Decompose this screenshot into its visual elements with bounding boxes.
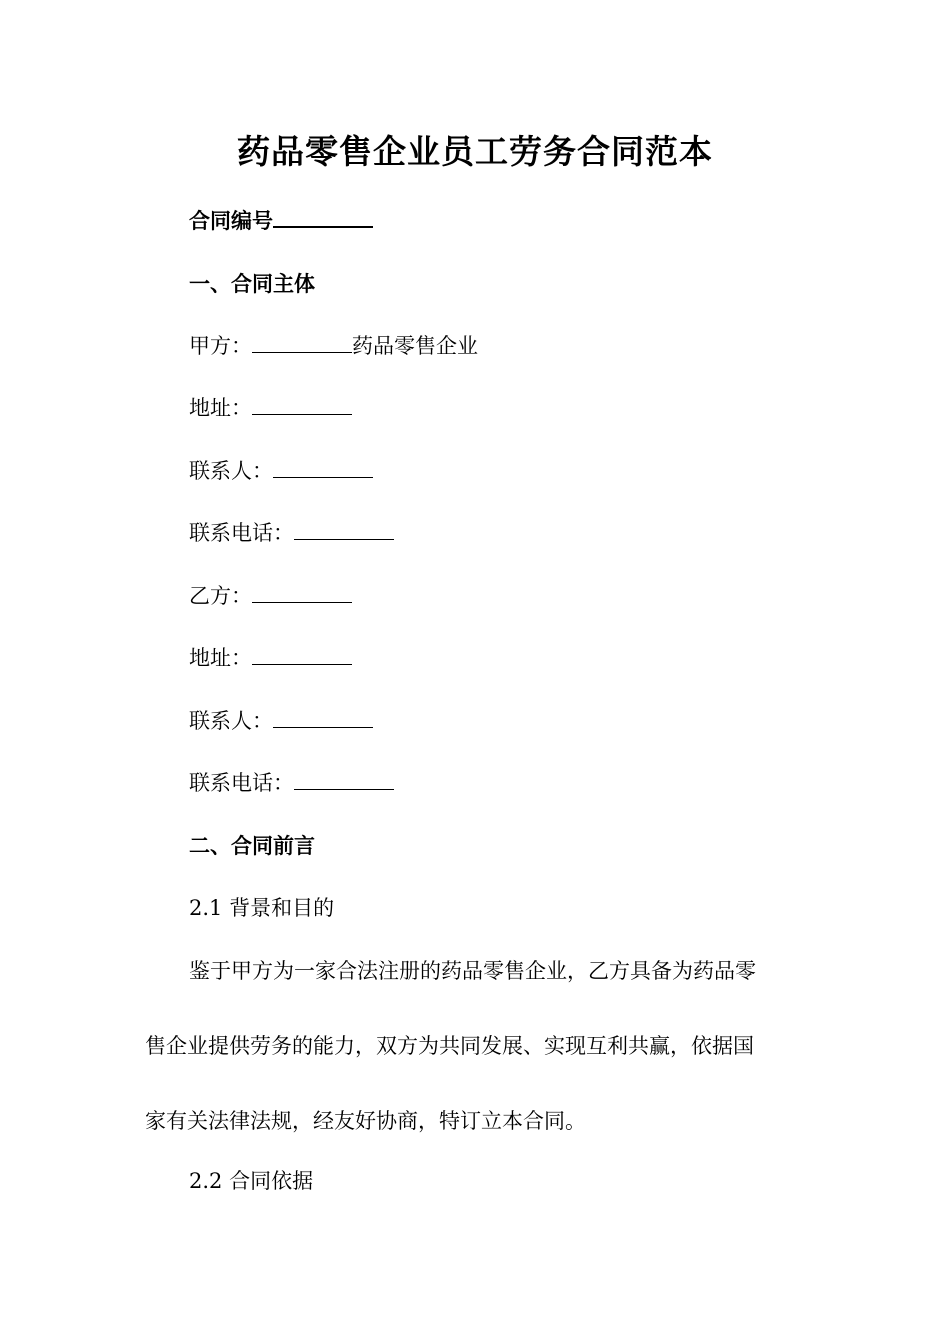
contract-number-row bbox=[189, 205, 373, 237]
party-b-address-blank bbox=[252, 644, 352, 665]
party-a-label: 甲方： bbox=[189, 334, 252, 358]
party-b-phone-label: 联系电话： bbox=[189, 771, 294, 795]
party-b-address-row bbox=[189, 642, 352, 674]
party-b-contact-label: 联系人： bbox=[189, 709, 273, 733]
party-a-contact-label: 联系人： bbox=[189, 459, 273, 483]
party-b-contact-row bbox=[189, 705, 373, 737]
party-b-contact-blank bbox=[273, 707, 373, 728]
party-a-row bbox=[189, 330, 478, 362]
section-1-heading: 一、合同主体 bbox=[189, 271, 315, 296]
party-b-phone-row bbox=[189, 767, 394, 799]
party-a-contact-row bbox=[189, 455, 373, 487]
party-a-address-row bbox=[189, 392, 352, 424]
party-b-row bbox=[189, 580, 352, 612]
paragraph-line: 鉴于甲方为一家合法注册的药品零售企业，乙方具备为药品零 bbox=[189, 959, 756, 983]
party-b-blank bbox=[252, 582, 352, 603]
subsection-2-2-heading: 2.2 合同依据 bbox=[189, 1169, 314, 1193]
contract-number-blank bbox=[273, 206, 373, 228]
contract-number-label: 合同编号 bbox=[189, 208, 273, 233]
party-a-address-label: 地址： bbox=[189, 396, 252, 420]
party-a-blank bbox=[252, 332, 352, 353]
paragraph-line: 售企业提供劳务的能力，双方为共同发展、实现互利共赢，依据国 bbox=[145, 1034, 754, 1058]
party-a-phone-blank bbox=[294, 519, 394, 540]
section-2-heading: 二、合同前言 bbox=[189, 833, 315, 858]
party-b-label: 乙方： bbox=[189, 584, 252, 608]
document-title: 药品零售企业员工劳务合同范本 bbox=[237, 132, 713, 171]
party-a-address-blank bbox=[252, 394, 352, 415]
party-a-contact-blank bbox=[273, 457, 373, 478]
party-b-address-label: 地址： bbox=[189, 646, 252, 670]
party-a-phone-row bbox=[189, 517, 394, 549]
party-a-suffix: 药品零售企业 bbox=[352, 334, 478, 358]
party-a-phone-label: 联系电话： bbox=[189, 521, 294, 545]
party-b-phone-blank bbox=[294, 769, 394, 790]
paragraph-line: 家有关法律法规，经友好协商，特订立本合同。 bbox=[145, 1109, 586, 1133]
subsection-2-1-heading: 2.1 背景和目的 bbox=[189, 896, 335, 920]
